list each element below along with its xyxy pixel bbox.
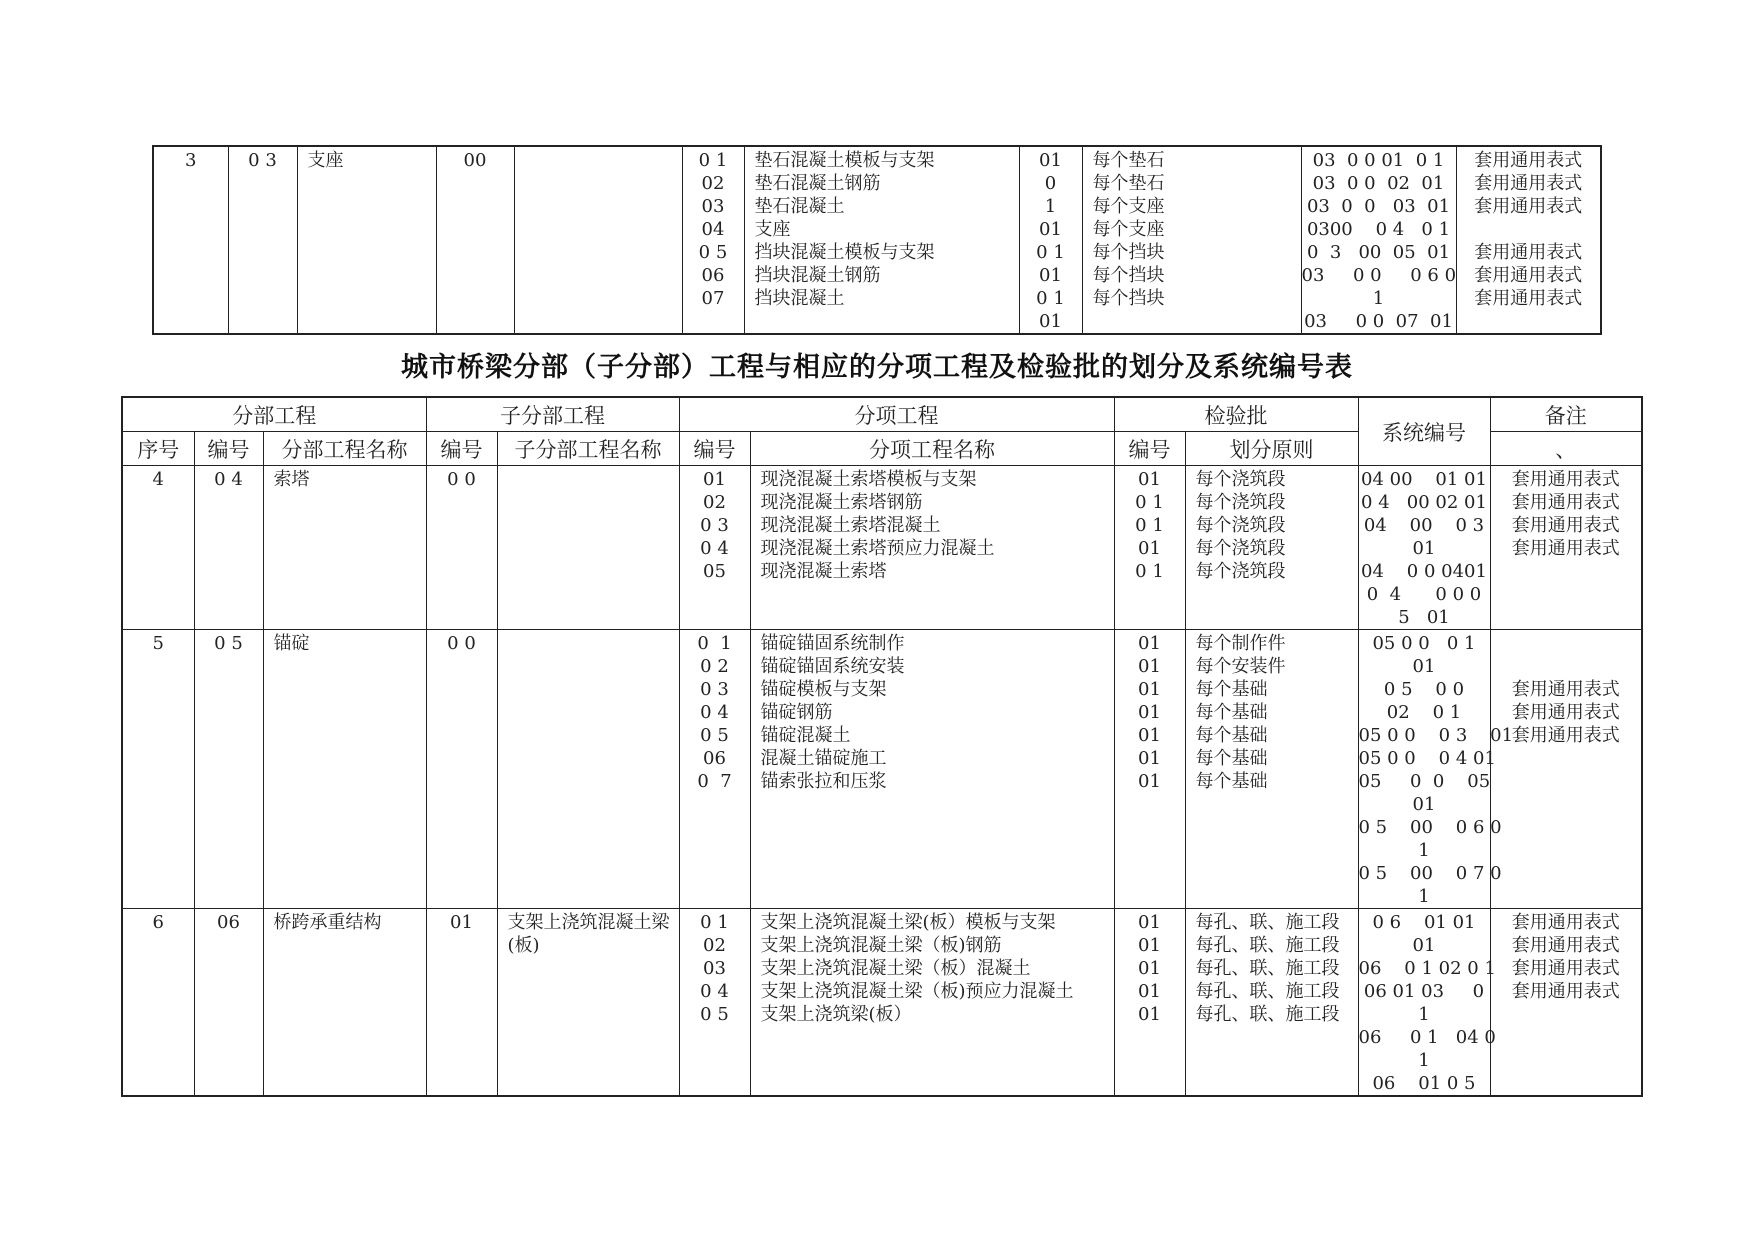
table-row: [122, 630, 1642, 909]
item-codes-cell: 01 02 0 3 0 4 05: [679, 466, 750, 630]
lot-codes-cell: 01 01 01 01 01 01 01: [1114, 630, 1185, 909]
lot-codes-cell: 01 0 1 01 0 1 01 0 1 01: [1019, 146, 1082, 334]
seq-cell: 3: [153, 146, 228, 334]
table-row: [122, 466, 1642, 630]
lot-rule-header: 划分原则: [1185, 432, 1358, 466]
sub-name-cell: [497, 466, 679, 630]
sub-name-cell: 支架上浇筑混凝土梁(板): [497, 909, 679, 1097]
sub-code-cell: 0 0: [426, 630, 497, 909]
item-group-header: 分项工程: [679, 397, 1114, 432]
header-row-groups: [122, 397, 1642, 432]
seq-cell: 4: [122, 466, 194, 630]
system-codes-cell: 04 00 01 01 0 4 00 02 01 04 00 0 3 01 04 0 0 0401 0 4 0 0 0 5 01: [1358, 466, 1490, 630]
lot-rules-cell: 每孔、联、施工段 每孔、联、施工段 每孔、联、施工段 每孔、联、施工段 每孔、联、施工段: [1185, 909, 1358, 1097]
sub-code-cell: 0 0: [426, 466, 497, 630]
lot-codes-cell: 01 01 01 01 01: [1114, 909, 1185, 1097]
division-group-header: 分部工程: [122, 397, 426, 432]
system-codes-cell: 03 0 0 01 0 1 03 0 0 02 01 03 0 0 03 01 0300 0 4 0 1 0 3 00 05 01 03 0 0 0 6 0 1 03 0 0 07 01: [1301, 146, 1456, 334]
division-name-cell: 支座: [297, 146, 436, 334]
division-name-cell: 锚碇: [263, 630, 426, 909]
remarks-cell: 套用通用表式 套用通用表式 套用通用表式 套用通用表式 套用通用表式 套用通用表式: [1456, 146, 1601, 334]
division-table: [121, 396, 1643, 1097]
subdivision-group-header: 子分部工程: [426, 397, 679, 432]
code-cell: 0 4: [194, 466, 263, 630]
code-cell: 0 3: [228, 146, 297, 334]
seq-header: 序号: [122, 432, 194, 466]
continuation-table: [152, 145, 1602, 335]
lot-code-header: 编号: [1114, 432, 1185, 466]
seq-cell: 6: [122, 909, 194, 1097]
remarks-cell: 套用通用表式 套用通用表式 套用通用表式 套用通用表式: [1490, 909, 1642, 1097]
code-header: 编号: [194, 432, 263, 466]
code-cell: 0 5: [194, 630, 263, 909]
remark-header: 备注: [1490, 397, 1642, 432]
lot-group-header: 检验批: [1114, 397, 1358, 432]
item-codes-cell: 0 1 0 2 0 3 0 4 0 5 06 0 7: [679, 630, 750, 909]
code-cell: 06: [194, 909, 263, 1097]
item-code-header: 编号: [679, 432, 750, 466]
remarks-cell: 套用通用表式 套用通用表式 套用通用表式 套用通用表式: [1490, 466, 1642, 630]
system-codes-cell: 05 0 0 0 1 01 0 5 0 0 02 0 1 05 0 0 0 3 01 05 0 0 0 4 01 05 0 0 05 01 0 5 00 0 6 0 1 0 5 00 0 7 0 1: [1358, 630, 1490, 909]
lot-rules-cell: 每个制作件 每个安装件 每个基础 每个基础 每个基础 每个基础 每个基础: [1185, 630, 1358, 909]
seq-cell: 5: [122, 630, 194, 909]
lot-rules-cell: 每个垫石 每个垫石 每个支座 每个支座 每个挡块 每个挡块 每个挡块: [1082, 146, 1301, 334]
remarks-cell: 套用通用表式 套用通用表式 套用通用表式: [1490, 630, 1642, 909]
item-names-cell: 锚碇锚固系统制作 锚碇锚固系统安装 锚碇模板与支架 锚碇钢筋 锚碇混凝土 混凝土锚碇施工 锚索张拉和压浆: [750, 630, 1114, 909]
item-codes-cell: 0 1 02 03 04 0 5 06 07: [682, 146, 744, 334]
division-name-header: 分部工程名称: [263, 432, 426, 466]
sub-code-cell: 00: [436, 146, 514, 334]
division-name-cell: 桥跨承重结构: [263, 909, 426, 1097]
page-title: 城市桥梁分部（子分部）工程与相应的分项工程及检验批的划分及系统编号表: [401, 352, 1353, 383]
division-name-cell: 索塔: [263, 466, 426, 630]
sub-code-cell: 01: [426, 909, 497, 1097]
item-codes-cell: 0 1 02 03 0 4 0 5: [679, 909, 750, 1097]
lot-codes-cell: 01 0 1 0 1 01 0 1: [1114, 466, 1185, 630]
system-codes-cell: 0 6 01 01 01 06 0 1 02 0 1 06 01 03 0 1 06 0 1 04 0 1 06 01 0 5: [1358, 909, 1490, 1097]
item-names-cell: 现浇混凝土索塔模板与支架 现浇混凝土索塔钢筋 现浇混凝土索塔混凝土 现浇混凝土索塔预应力混凝土 现浇混凝土索塔: [750, 466, 1114, 630]
item-name-header: 分项工程名称: [750, 432, 1114, 466]
sub-name-cell: [514, 146, 682, 334]
system-code-header: 系统编号: [1358, 397, 1490, 466]
sub-name-header: 子分部工程名称: [497, 432, 679, 466]
lot-rules-cell: 每个浇筑段 每个浇筑段 每个浇筑段 每个浇筑段 每个浇筑段: [1185, 466, 1358, 630]
item-names-cell: 垫石混凝土模板与支架 垫石混凝土钢筋 垫石混凝土 支座 挡块混凝土模板与支架 挡块混凝土钢筋 挡块混凝土: [744, 146, 1019, 334]
item-names-cell: 支架上浇筑混凝土梁(板）模板与支架 支架上浇筑混凝土梁（板)钢筋 支架上浇筑混凝土梁（板）混凝土 支架上浇筑混凝土梁（板)预应力混凝土 支架上浇筑梁(板）: [750, 909, 1114, 1097]
table-row: [122, 909, 1642, 1097]
remark-mark: 、: [1490, 432, 1642, 466]
sub-name-cell: [497, 630, 679, 909]
sub-code-header: 编号: [426, 432, 497, 466]
table-row: [153, 146, 1601, 334]
